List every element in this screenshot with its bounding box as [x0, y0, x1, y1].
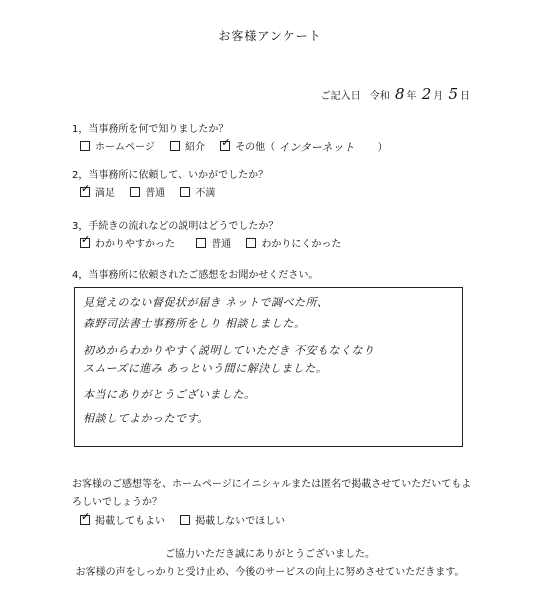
q1-other-close: ）	[377, 142, 388, 154]
checkbox[interactable]	[246, 238, 256, 248]
consent-options	[80, 512, 297, 528]
q2-option-satisfied[interactable]: ✓ 満足	[80, 184, 115, 199]
date-month-unit: 月	[433, 91, 444, 102]
q4-answer-box[interactable]	[74, 287, 463, 447]
checkbox-checked[interactable]	[80, 515, 90, 525]
checkbox-checked[interactable]	[80, 238, 90, 248]
checkbox[interactable]	[180, 187, 190, 197]
q1-other-text[interactable]: インターネット	[278, 140, 355, 154]
q1-question: 1，当事務所を何で知りましたか？	[72, 124, 229, 135]
date-day-unit: 日	[460, 91, 470, 102]
footer-thanks: ご協力いただき誠にありがとうございました。	[165, 549, 375, 560]
q3-option-clear[interactable]: ✓ わかりやすかった	[80, 235, 175, 250]
checkbox[interactable]	[196, 238, 206, 248]
date-year-unit: 年	[406, 91, 417, 102]
consent-option-deny[interactable]: 掲載しないでほしい	[180, 512, 285, 527]
answer-line: 相談してよかったです。	[83, 412, 209, 425]
date-label: ご記入日	[320, 91, 361, 102]
q3-option-neutral[interactable]: 普通	[196, 235, 231, 250]
date-year[interactable]: 8	[394, 85, 405, 103]
checkbox[interactable]	[170, 141, 180, 151]
q1-option-other[interactable]: ✓ その他（	[220, 138, 275, 153]
q2-options	[80, 184, 227, 200]
answer-line: スムーズに進み あっという間に解決しました。	[83, 362, 328, 375]
q2-option-neutral[interactable]: 普通	[130, 184, 165, 199]
answer-line: 本当にありがとうございました。	[83, 388, 256, 401]
date-month[interactable]: 2	[421, 85, 432, 103]
consent-option-allow[interactable]: ✓ 掲載してもよい	[80, 512, 165, 527]
q3-option-unclear[interactable]: わかりにくかった	[246, 235, 341, 250]
checkbox[interactable]	[180, 515, 190, 525]
answer-line: 見覚えのない督促状が届き ネットで調べた所、	[83, 296, 329, 309]
consent-text-line2: ろしいでしょうか？	[72, 497, 162, 508]
checkbox[interactable]	[130, 187, 140, 197]
page-title: お客様アンケート	[218, 29, 322, 43]
answer-line: 初めからわかりやすく説明していただき 不安もなくなり	[83, 344, 375, 357]
q1-option-homepage[interactable]: ホームページ	[80, 138, 155, 153]
q1-option-referral[interactable]: 紹介	[170, 138, 205, 153]
footer-commitment: お客様の声をしっかりと受け止め、今後のサービスの向上に努めさせていただきます。	[75, 567, 465, 578]
date-day[interactable]: 5	[448, 85, 458, 103]
answer-line: 森野司法書士事務所をしり 相談しました。	[83, 317, 306, 330]
q3-options	[80, 235, 353, 251]
checkbox-checked[interactable]	[220, 141, 230, 151]
q2-option-dissatisfied[interactable]: 不満	[180, 184, 215, 199]
q2-question: 2，当事務所に依頼して、いかがでしたか？	[72, 170, 269, 181]
q4-question: 4，当事務所に依頼されたご感想をお聞かせください。	[72, 270, 319, 281]
entry-date	[321, 85, 470, 103]
checkbox[interactable]	[80, 141, 90, 151]
checkbox-checked[interactable]	[80, 187, 90, 197]
q1-options	[80, 138, 388, 155]
date-era: 令和	[369, 91, 390, 102]
consent-text-line1: お客様のご感想等を、ホームページにイニシャルまたは匿名で掲載させていただいてもよ	[72, 479, 472, 490]
q3-question: 3，手続きの流れなどの説明はどうでしたか？	[72, 221, 279, 232]
